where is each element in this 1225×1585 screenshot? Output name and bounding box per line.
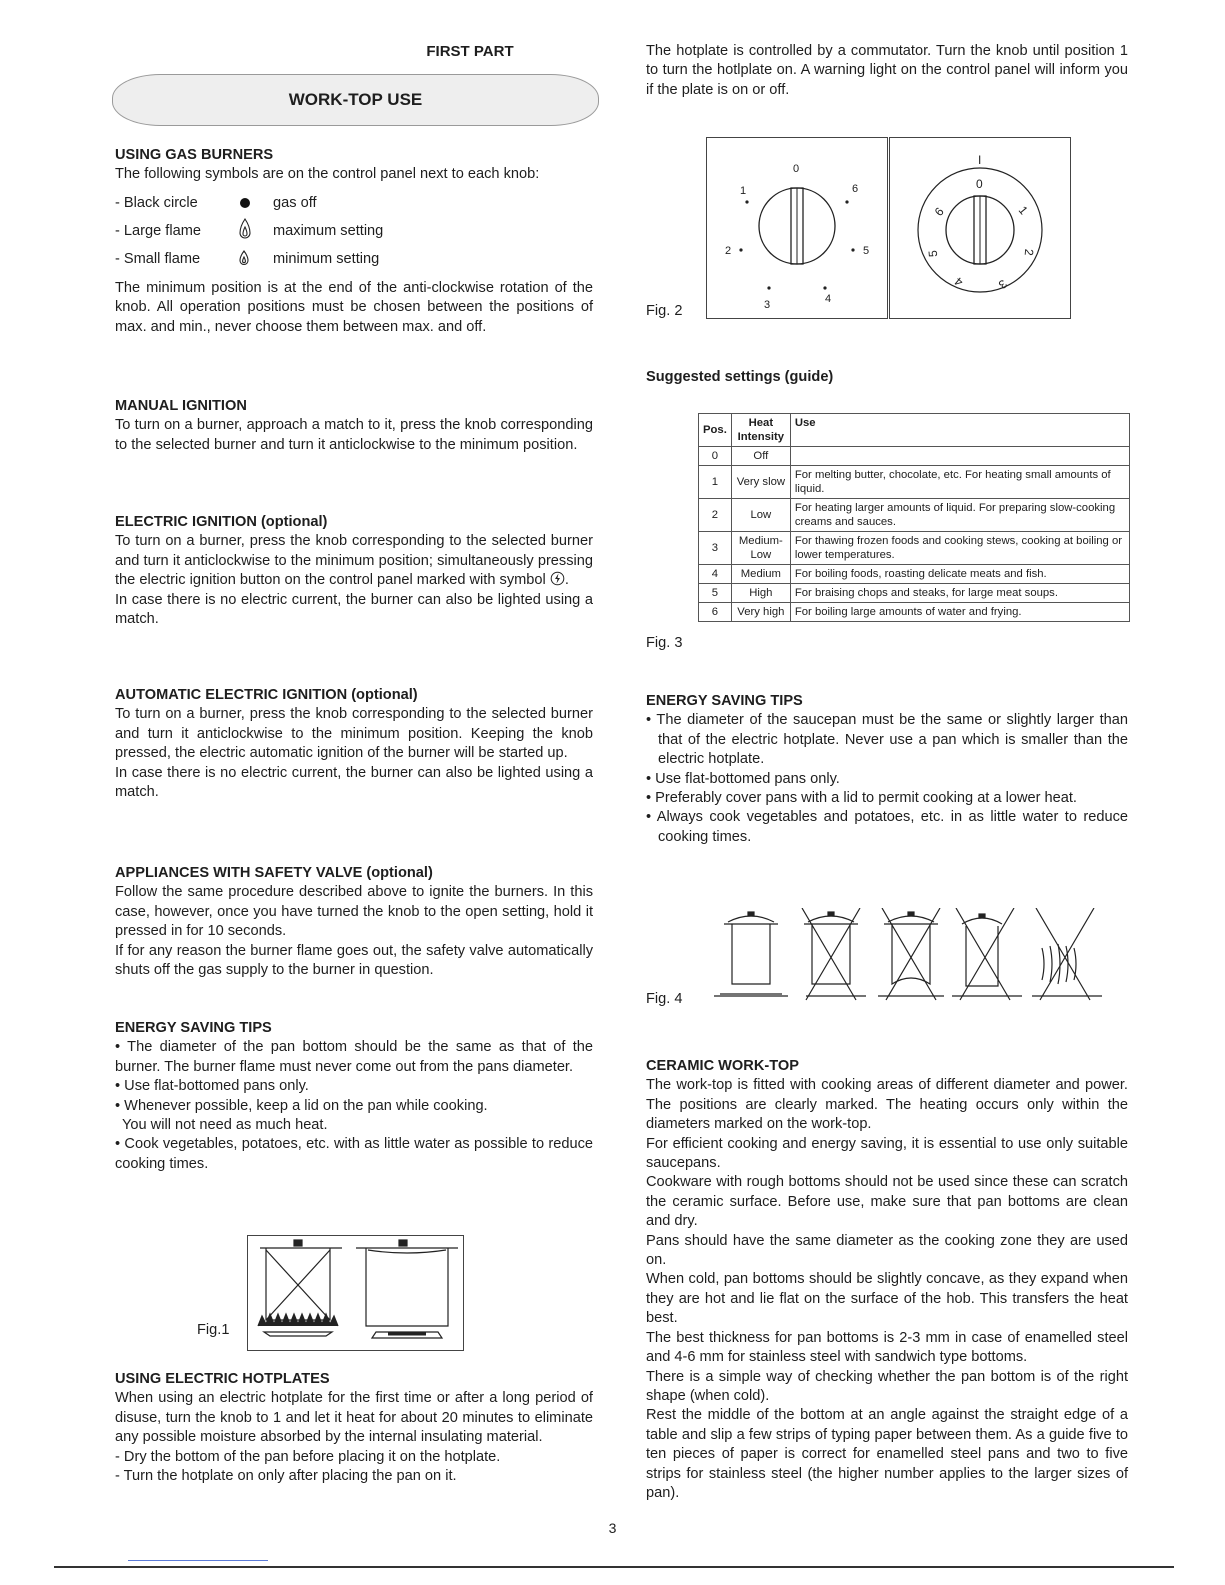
saucepan-comparison-diagram	[706, 908, 1126, 1008]
gas-burners-section	[115, 146, 593, 185]
electric-ignition-text-2: In case there is no electric current, the burner can also be lighted using a match.	[115, 591, 593, 628]
table-cell-heat: Medium-Low	[731, 532, 790, 565]
knob2-mark-5: 5	[925, 249, 941, 258]
knob2-mark-4: 4	[951, 274, 966, 290]
knob1-pos-5: 5	[863, 245, 870, 257]
symbol-name: - Black circle	[115, 195, 198, 211]
automatic-ignition-title: AUTOMATIC ELECTRIC IGNITION (optional)	[115, 687, 418, 703]
knob-diagram-2	[889, 137, 1071, 319]
electric-hotplates-section	[115, 1370, 593, 1486]
table-header: Use	[790, 414, 1129, 447]
fig1-label: Fig.1	[197, 1322, 230, 1338]
energy-tip-right: • Use flat-bottomed pans only.	[646, 770, 840, 787]
black-circle-icon	[238, 196, 252, 216]
table-row	[699, 499, 1130, 532]
energy-tip-left: • Whenever possible, keep a lid on the pan while cooking.	[115, 1097, 488, 1114]
table-cell-pos: 2	[699, 499, 732, 532]
table-header: Heat Intensity	[731, 414, 790, 447]
table-cell-pos: 3	[699, 532, 732, 565]
banner-title: WORK-TOP USE	[288, 90, 423, 110]
knob2-top-mark: I	[978, 153, 982, 167]
large-flame-icon	[238, 218, 252, 246]
table-cell-heat: Very slow	[731, 466, 790, 499]
table-cell-use: For thawing frozen foods and cooking stews, cooking at boiling or lower temperatures.	[790, 532, 1129, 565]
safety-valve-section	[115, 864, 593, 980]
safety-valve-text-2: If for any reason the burner flame goes out, the safety valve automatically shuts off the gas supply to the burner in question.	[115, 942, 593, 979]
electric-ignition-text-1: To turn on a burner, press the knob corresponding to the selected burner and turn it anticlockwise to the minimum position; simultaneously pressing the electric ignition button on the control panel marked with symbol	[115, 533, 593, 589]
table-cell-pos: 6	[699, 603, 732, 622]
table-cell-pos: 4	[699, 565, 732, 584]
bottom-rule	[54, 1566, 1174, 1568]
ceramic-paragraph: For efficient cooking and energy saving, it is essential to use only suitable saucepans.	[646, 1135, 1128, 1172]
energy-tip-right: • The diameter of the saucepan must be the same or slightly larger than that of the electric hotplate. Never use a pan which is smaller than the electric hotplate.	[646, 712, 1128, 768]
energy-tips-left-section	[115, 1019, 593, 1174]
automatic-ignition-text-2: In case there is no electric current, the burner can also be lighted using a match.	[115, 764, 593, 801]
table-cell-pos: 5	[699, 584, 732, 603]
energy-tip-left: You will not need as much heat.	[122, 1117, 328, 1134]
manual-ignition-title: MANUAL IGNITION	[115, 398, 247, 414]
electric-hotplates-text: When using an electric hotplate for the first time or after a long period of disuse, turn the knob to 1 and let it heat for about 20 minutes to eliminate any possible moisture absorbed by the internal insulating material.	[115, 1390, 593, 1446]
table-row	[699, 466, 1130, 499]
knob2-mark-2: 2	[1021, 248, 1037, 257]
table-cell-use: For braising chops and steaks, for large meat soups.	[790, 584, 1129, 603]
table-cell-use: For boiling foods, roasting delicate meats and fish.	[790, 565, 1129, 584]
safety-valve-text-1: Follow the same procedure described above to ignite the burners. In this case, however, once you have turned the knob to the open setting, hold it pressed in for 10 seconds.	[115, 884, 593, 940]
table-cell-pos: 0	[699, 447, 732, 466]
table-cell-heat: Off	[731, 447, 790, 466]
ceramic-paragraph: There is a simple way of checking whether the pan bottom is of the right shape (when cold).	[646, 1368, 1128, 1404]
symbol-row-max	[115, 222, 593, 244]
fig3-label: Fig. 3	[646, 635, 683, 651]
electric-ignition-section	[115, 513, 593, 629]
table-header: Pos.	[699, 414, 732, 447]
energy-tip-left: • Cook vegetables, potatoes, etc. with as little water as possible to reduce cooking times.	[115, 1136, 593, 1172]
electric-hotplates-title: USING ELECTRIC HOTPLATES	[115, 1371, 330, 1387]
ceramic-paragraph: The work-top is fitted with cooking areas of different diameter and power. The positions are clearly marked. The heating occurs only within the diameters marked on the work-top.	[646, 1077, 1128, 1133]
small-flame-icon	[238, 250, 250, 272]
ceramic-paragraph: Cookware with rough bottoms should not be used since these can scratch the ceramic surface. Before use, make sure that pan bottoms are clean and dry.	[646, 1174, 1128, 1230]
symbol-meaning: gas off	[273, 195, 317, 211]
energy-tips-left-title: ENERGY SAVING TIPS	[115, 1020, 272, 1036]
knob1-pos-1: 1	[740, 185, 747, 197]
knob-diagram-1	[706, 137, 888, 319]
electric-ignition-title: ELECTRIC IGNITION (optional)	[115, 514, 328, 530]
ceramic-worktop-section	[646, 1057, 1128, 1503]
table-row	[699, 603, 1130, 622]
manual-ignition-section	[115, 397, 593, 455]
table-cell-heat: Medium	[731, 565, 790, 584]
table-cell-pos: 1	[699, 466, 732, 499]
table-cell-heat: High	[731, 584, 790, 603]
bottom-link-line	[128, 1560, 268, 1561]
energy-tip-right: • Always cook vegetables and potatoes, etc. in as little water to reduce cooking times.	[646, 809, 1128, 845]
fig4-illustration	[706, 908, 1126, 1008]
safety-valve-title: APPLIANCES WITH SAFETY VALVE (optional)	[115, 865, 433, 881]
hotplate-tip: - Dry the bottom of the pan before placing it on the hotplate.	[115, 1448, 501, 1465]
table-row	[699, 447, 1130, 466]
knob1-pos-2: 2	[725, 245, 732, 257]
suggested-settings-title: Suggested settings (guide)	[646, 369, 834, 385]
settings-table	[698, 413, 1130, 622]
energy-tip-right: • Preferably cover pans with a lid to permit cooking at a lower heat.	[646, 790, 1077, 807]
knob1-pos-3: 3	[764, 299, 771, 311]
fig4-label: Fig. 4	[646, 991, 683, 1007]
ceramic-paragraph: Pans should have the same diameter as the cooking zone they are used on.	[646, 1232, 1128, 1269]
ignition-symbol-icon	[550, 572, 565, 588]
knob2-mark-6: 6	[931, 204, 947, 219]
symbol-meaning: maximum setting	[273, 223, 384, 239]
ceramic-paragraph: Rest the middle of the bottom at an angle against the straight edge of a table and slip a few strips of typing paper between them. As a guide five to ten pieces of paper is correct for enamelled steel pans and two to five strips for stainless steel (the higher number applies to the larger sizes of pan).	[646, 1407, 1128, 1501]
automatic-ignition-section	[115, 686, 593, 802]
knob2-mark-1: 1	[1015, 203, 1031, 218]
symbol-row-off	[115, 194, 593, 216]
table-cell-heat: Low	[731, 499, 790, 532]
electric-ignition-text: To turn on a burner, press the knob corresponding to the selected burner and turn it anticlockwise to the minimum position; simultaneously pressing the electric ignition button on the control panel marked with symbol .	[115, 533, 593, 589]
table-row	[699, 532, 1130, 565]
fig1-illustration	[247, 1235, 464, 1351]
manual-ignition-text: To turn on a burner, approach a match to it, press the knob corresponding to the selected burner and turn it anticlockwise to the minimum position.	[115, 417, 593, 453]
symbol-name: - Small flame	[115, 251, 201, 267]
symbol-name: - Large flame	[115, 223, 201, 239]
gas-intro: The following symbols are on the control panel next to each knob:	[115, 166, 540, 183]
table-row	[699, 565, 1130, 584]
symbol-row-min	[115, 250, 593, 272]
ceramic-worktop-title: CERAMIC WORK-TOP	[646, 1058, 799, 1074]
fig2-label: Fig. 2	[646, 303, 683, 319]
knob1-pos-0: 0	[793, 163, 800, 175]
gas-burners-title: USING GAS BURNERS	[115, 147, 274, 163]
hotplate-tip: - Turn the hotplate on only after placing the pan on it.	[115, 1468, 457, 1485]
ceramic-paragraph: When cold, pan bottoms should be slightly concave, as they expand when they are hot and lie flat on the surface of the hob. This transfers the heat best.	[646, 1271, 1128, 1327]
automatic-ignition-text-1: To turn on a burner, press the knob corresponding to the selected burner and turn it anticlockwise to the minimum position. Keeping the knob pressed, the electric automatic ignition of the burner will be started up.	[115, 706, 593, 762]
energy-tips-right-section	[646, 692, 1128, 847]
table-cell-use: For heating larger amounts of liquid. For preparing slow-cooking creams and sauces.	[790, 499, 1129, 532]
energy-tip-left: • Use flat-bottomed pans only.	[115, 1078, 309, 1095]
ceramic-paragraph: The best thickness for pan bottoms is 2-3 mm in case of enamelled steel and 4-6 mm for stainless steel with sandwich type bottoms.	[646, 1329, 1128, 1366]
knob2-zero: 0	[976, 177, 983, 191]
first-part-heading: FIRST PART	[426, 43, 514, 60]
knob1-pos-6: 6	[852, 183, 859, 195]
table-cell-use: For boiling large amounts of water and frying.	[790, 603, 1129, 622]
energy-tip-left: • The diameter of the pan bottom should be the same as that of the burner. The burner flame must never come out from the pans diameter.	[115, 1039, 593, 1075]
table-cell-use	[790, 447, 1129, 466]
table-cell-heat: Very high	[731, 603, 790, 622]
hotplate-intro: The hotplate is controlled by a commutator. Turn the knob until position 1 to turn the hotlplate on. A warning light on the control panel will inform you if the plate is on or off.	[646, 43, 1128, 98]
knob2-mark-3: 3	[995, 276, 1010, 292]
page-number: 3	[608, 1520, 617, 1536]
table-cell-use: For melting butter, chocolate, etc. For heating small amounts of liquid.	[790, 466, 1129, 499]
symbol-meaning: minimum setting	[273, 251, 380, 267]
pan-on-burner-diagram	[248, 1236, 463, 1350]
table-header-row	[699, 414, 1130, 447]
knob1-pos-4: 4	[825, 293, 832, 305]
table-row	[699, 584, 1130, 603]
work-top-use-banner	[112, 74, 599, 126]
energy-tips-right-title: ENERGY SAVING TIPS	[646, 693, 803, 709]
gas-position-text: The minimum position is at the end of the anti-clockwise rotation of the knob. All operation positions must be chosen between the positions of max. and min., never choose them between max. and off.	[115, 280, 593, 335]
